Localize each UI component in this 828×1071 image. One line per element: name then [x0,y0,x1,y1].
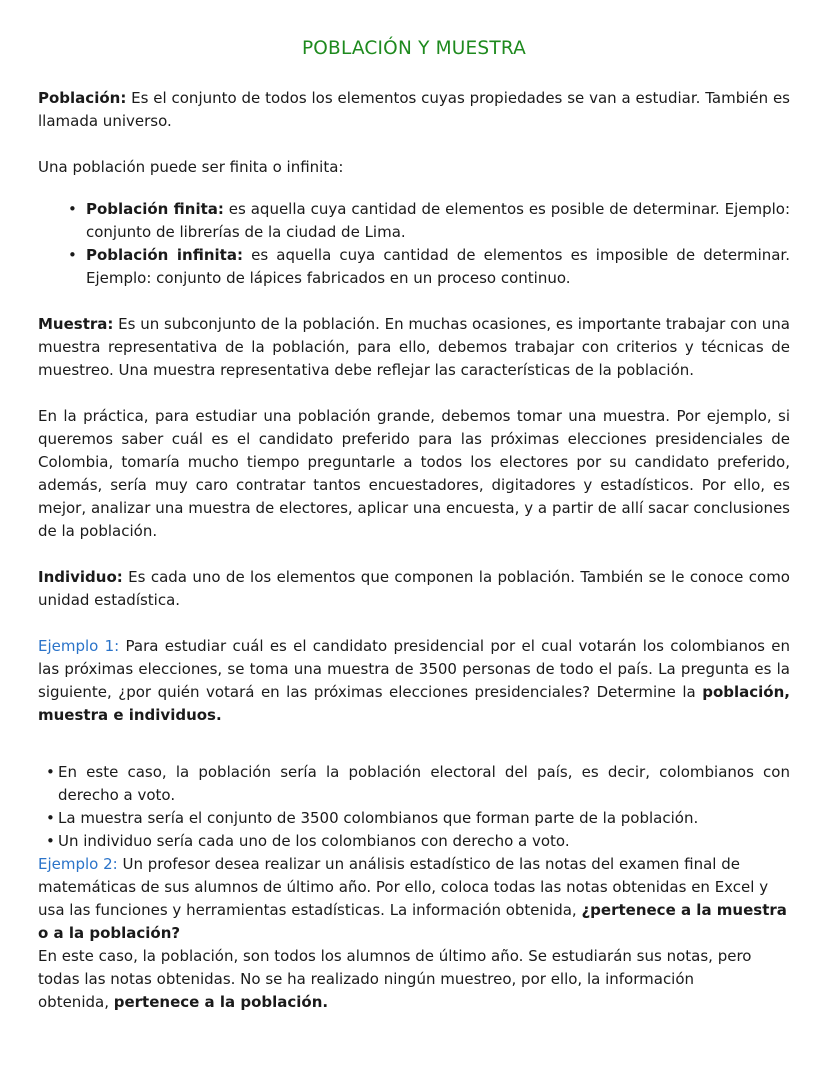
answer-text: En este caso, la población, son todos los alumnos de último año. Se estudiarán sus notas, pero todas las notas obtenidas. No se ha realizado ningún muestreo, por ello, la información [38,947,752,988]
population-types-list [38,198,790,290]
example-1-question: población, muestra e individuos. [38,683,790,724]
definition-individuo [38,566,790,612]
list-item [86,198,790,244]
definition-text: Es un subconjunto de la población. En muchas ocasiones, es importante trabajar con una muestra representativa de la población, para ello, debemos trabajar con criterios y técnicas de muestreo. Una muestra representativa debe reflejar las características de la población. [38,315,790,379]
list-item: • La muestra sería el conjunto de 3500 colombianos que forman parte de la población. [58,807,790,830]
example-1 [38,635,790,727]
definition-poblacion [38,87,790,133]
practice-paragraph: En la práctica, para estudiar una población grande, debemos tomar una muestra. Por ejemplo, si queremos saber cuál es el candidato preferido para las próximas elecciones presidenciales de Colombia, tomaría mucho tiempo preguntarle a todos los electores por su candidato preferido, además, sería muy caro contratar tantos encuestadores, digitadores y estadísticos. Por ello, es mejor, analizar una muestra de electores, aplicar una encuesta, y a partir de allí sacar conclusiones de la población. [38,407,790,540]
example-2-answer [38,945,790,1014]
term-poblacion: Población: [38,89,127,107]
list-item [86,244,790,290]
page-title: POBLACIÓN Y MUESTRA [301,38,527,59]
list-item: • En este caso, la población sería la población electoral del país, es decir, colombianos con derecho a voto. [58,761,790,807]
term-poblacion-infinita: Población infinita: [86,246,243,264]
example-2-label: Ejemplo 2: [38,855,118,873]
definition-text: Es cada uno de los elementos que componen la población. También se le conoce como unidad estadística. [38,568,790,609]
list-item-text: es aquella cuya cantidad de elementos es posible de determinar. Ejemplo: conjunto de librerías de la ciudad de Lima. [86,200,790,241]
answer-text: obtenida, [38,993,114,1011]
example-2 [38,853,790,945]
example-2-text: Un profesor desea realizar un análisis estadístico de las notas del examen final de matemáticas de sus alumnos de último año. Por ello, coloca todas las notas obtenidas en Excel y usa las funciones y herramientas estadísticas. La información obtenida, [38,855,769,919]
example-1-label: Ejemplo 1: [38,637,120,655]
definition-muestra [38,313,790,382]
list-item-text: es aquella cuya cantidad de elementos es imposible de determinar. Ejemplo: conjunto de lápices fabricados en un proceso continuo. [86,246,790,287]
term-individuo: Individuo: [38,568,123,586]
answer-conclusion: pertenece a la población. [113,993,329,1011]
term-poblacion-finita: Población finita: [86,200,224,218]
definition-text: Es el conjunto de todos los elementos cuyas propiedades se van a estudiar. También es llamada universo. [38,89,790,130]
example-1-text: Para estudiar cuál es el candidato presidencial por el cual votarán los colombianos en las próximas elecciones, se toma una muestra de 3500 personas de todo el país. La pregunta es la siguiente, ¿por quién votará en las próximas elecciones presidenciales? Determine la [38,637,791,701]
finita-infinita-intro: Una población puede ser finita o infinita: [38,158,344,176]
example-2-question: ¿pertenece a la muestra o a la población? [38,901,787,942]
term-muestra: Muestra: [38,315,114,333]
list-item: • Un individuo sería cada uno de los colombianos con derecho a voto. [58,830,790,853]
example-1-answers [38,761,790,853]
